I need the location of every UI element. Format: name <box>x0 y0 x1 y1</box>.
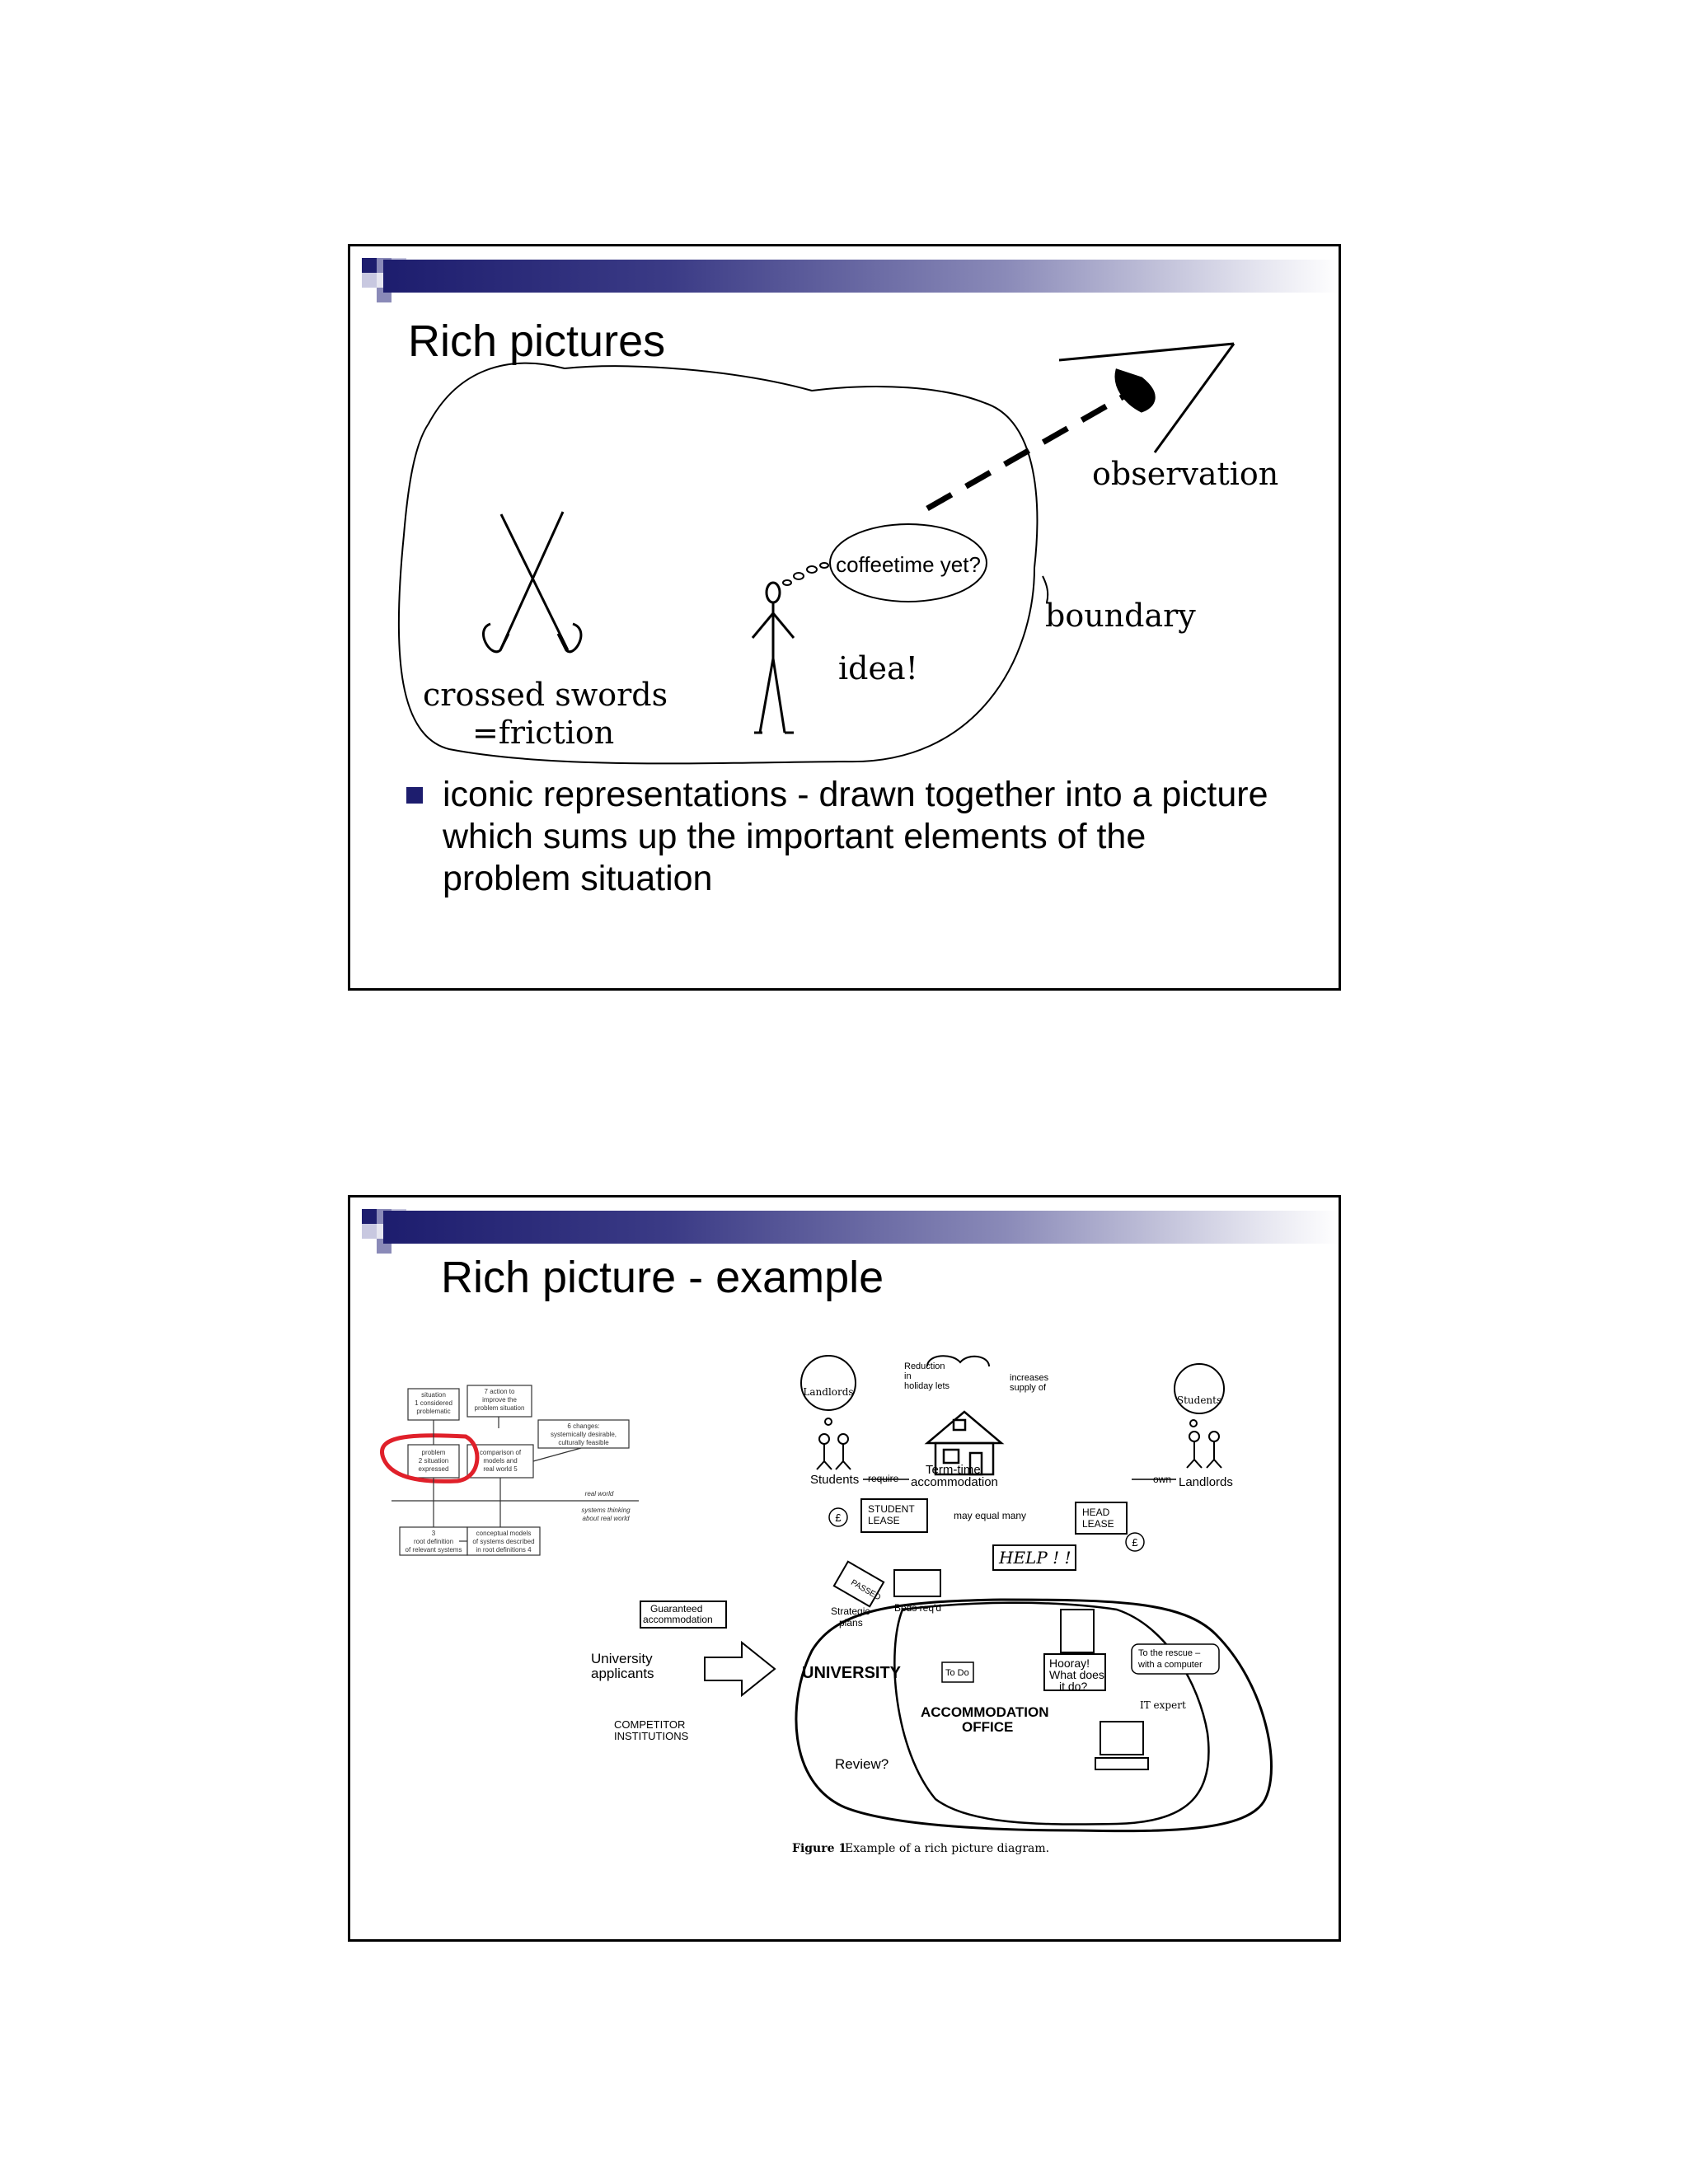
svg-text:increases: increases <box>1010 1373 1049 1383</box>
review-label: Review? <box>835 1756 889 1772</box>
header-bar <box>383 1211 1339 1244</box>
svg-text:To Do: To Do <box>945 1668 969 1678</box>
svg-text:Hooray!: Hooray! <box>1049 1657 1090 1670</box>
university-label: UNIVERSITY <box>802 1664 902 1682</box>
svg-text:Beds req'd: Beds req'd <box>894 1602 941 1614</box>
svg-text:in root definitions 4: in root definitions 4 <box>476 1546 532 1554</box>
slide-rich-pictures <box>348 244 1341 991</box>
students-bubble-label: Students <box>1176 1394 1222 1406</box>
svg-text:in: in <box>904 1371 912 1381</box>
slide-rich-picture-example <box>348 1195 1341 1942</box>
svg-text:situation: situation <box>421 1391 446 1399</box>
svg-text:Strategic: Strategic <box>831 1605 870 1617</box>
svg-text:supply of: supply of <box>1010 1383 1047 1393</box>
svg-text:root definition: root definition <box>413 1538 454 1545</box>
svg-text:STUDENT: STUDENT <box>868 1503 915 1515</box>
svg-text:HEAD: HEAD <box>1082 1507 1110 1518</box>
svg-text:accommodation: accommodation <box>911 1475 998 1489</box>
svg-text:To the rescue –: To the rescue – <box>1138 1648 1201 1658</box>
svg-text:comparison of: comparison of <box>479 1449 522 1456</box>
figure-caption-label: Figure 1 <box>792 1842 847 1855</box>
svg-text:ACCOMMODATION: ACCOMMODATION <box>921 1704 1049 1720</box>
help-label: HELP ! ! <box>999 1548 1071 1568</box>
landlords-bubble-label: Landlords <box>803 1386 854 1398</box>
svg-text:systemically desirable,: systemically desirable, <box>550 1431 617 1438</box>
crossed-swords-icon <box>484 512 581 652</box>
thought-dots-icon <box>783 563 828 585</box>
svg-text:1 considered: 1 considered <box>415 1399 452 1407</box>
bullet-square-icon <box>406 787 423 804</box>
friction-label: =friction <box>472 715 615 751</box>
figure-caption-text: Example of a rich picture diagram. <box>845 1842 1050 1855</box>
svg-text:it do?: it do? <box>1059 1680 1088 1693</box>
rich-picture-illustration <box>540 1338 1282 1915</box>
person-icon <box>753 583 794 733</box>
svg-text:IT expert: IT expert <box>1140 1699 1186 1711</box>
svg-text:£: £ <box>1132 1536 1138 1549</box>
svg-text:real world 5: real world 5 <box>483 1465 518 1473</box>
svg-text:problematic: problematic <box>416 1408 451 1415</box>
svg-text:culturally feasible: culturally feasible <box>558 1439 609 1446</box>
svg-text:conceptual models: conceptual models <box>476 1530 532 1537</box>
svg-text:plans: plans <box>839 1617 863 1629</box>
svg-text:real world: real world <box>584 1490 614 1497</box>
svg-text:with a computer: with a computer <box>1138 1660 1203 1670</box>
svg-text:models and: models and <box>483 1457 518 1465</box>
svg-text:own: own <box>1153 1474 1172 1485</box>
svg-text:require: require <box>868 1473 899 1484</box>
slide-title: Rich picture - example <box>441 1253 884 1302</box>
svg-text:of systems described: of systems described <box>472 1538 535 1545</box>
svg-text:holiday lets: holiday lets <box>904 1381 950 1391</box>
thought-text: coffeetime yet? <box>836 552 981 577</box>
svg-text:OFFICE: OFFICE <box>962 1719 1014 1735</box>
bullet-text: iconic representations - drawn together into a picture which sums up the important elements of the problem situation <box>443 775 1268 898</box>
students-label: Students <box>810 1473 860 1487</box>
crossed-swords-label: crossed swords <box>423 677 668 713</box>
svg-text:7 action to: 7 action to <box>484 1388 515 1395</box>
observation-label: observation <box>1092 456 1279 492</box>
svg-text:expressed: expressed <box>418 1465 449 1473</box>
svg-text:Guaranteed: Guaranteed <box>650 1603 703 1615</box>
svg-text:improve the: improve the <box>482 1396 517 1404</box>
svg-text:University: University <box>591 1651 653 1666</box>
landlords-people-icon <box>1187 1432 1221 1468</box>
eye-icon <box>1059 344 1234 452</box>
svg-text:accommodation: accommodation <box>643 1614 713 1625</box>
svg-text:INSTITUTIONS: INSTITUTIONS <box>614 1730 689 1742</box>
svg-text:3: 3 <box>431 1530 436 1537</box>
svg-text:2 situation: 2 situation <box>418 1457 449 1465</box>
svg-text:PASSED: PASSED <box>849 1577 883 1603</box>
svg-text:problem situation: problem situation <box>474 1404 525 1412</box>
boundary-label: boundary <box>1045 598 1196 634</box>
svg-text:LEASE: LEASE <box>868 1515 900 1526</box>
svg-text:£: £ <box>835 1511 842 1524</box>
svg-text:6 changes:: 6 changes: <box>567 1422 600 1430</box>
slide-title: Rich pictures <box>408 316 666 366</box>
landlords-label: Landlords <box>1179 1475 1233 1489</box>
students-people-icon <box>817 1434 851 1469</box>
svg-text:problem: problem <box>421 1449 446 1456</box>
svg-text:about real world: about real world <box>582 1515 630 1522</box>
svg-text:systems thinking: systems thinking <box>581 1507 631 1514</box>
svg-text:applicants: applicants <box>591 1666 654 1681</box>
svg-text:What does: What does <box>1049 1668 1104 1681</box>
svg-text:may equal many: may equal many <box>954 1510 1027 1521</box>
svg-text:LEASE: LEASE <box>1082 1518 1114 1530</box>
svg-text:Term-time: Term-time <box>926 1463 981 1477</box>
idea-label: idea! <box>838 650 918 687</box>
svg-text:of relevant systems: of relevant systems <box>405 1546 462 1554</box>
svg-text:Reduction: Reduction <box>904 1361 945 1371</box>
svg-text:COMPETITOR: COMPETITOR <box>614 1718 686 1731</box>
